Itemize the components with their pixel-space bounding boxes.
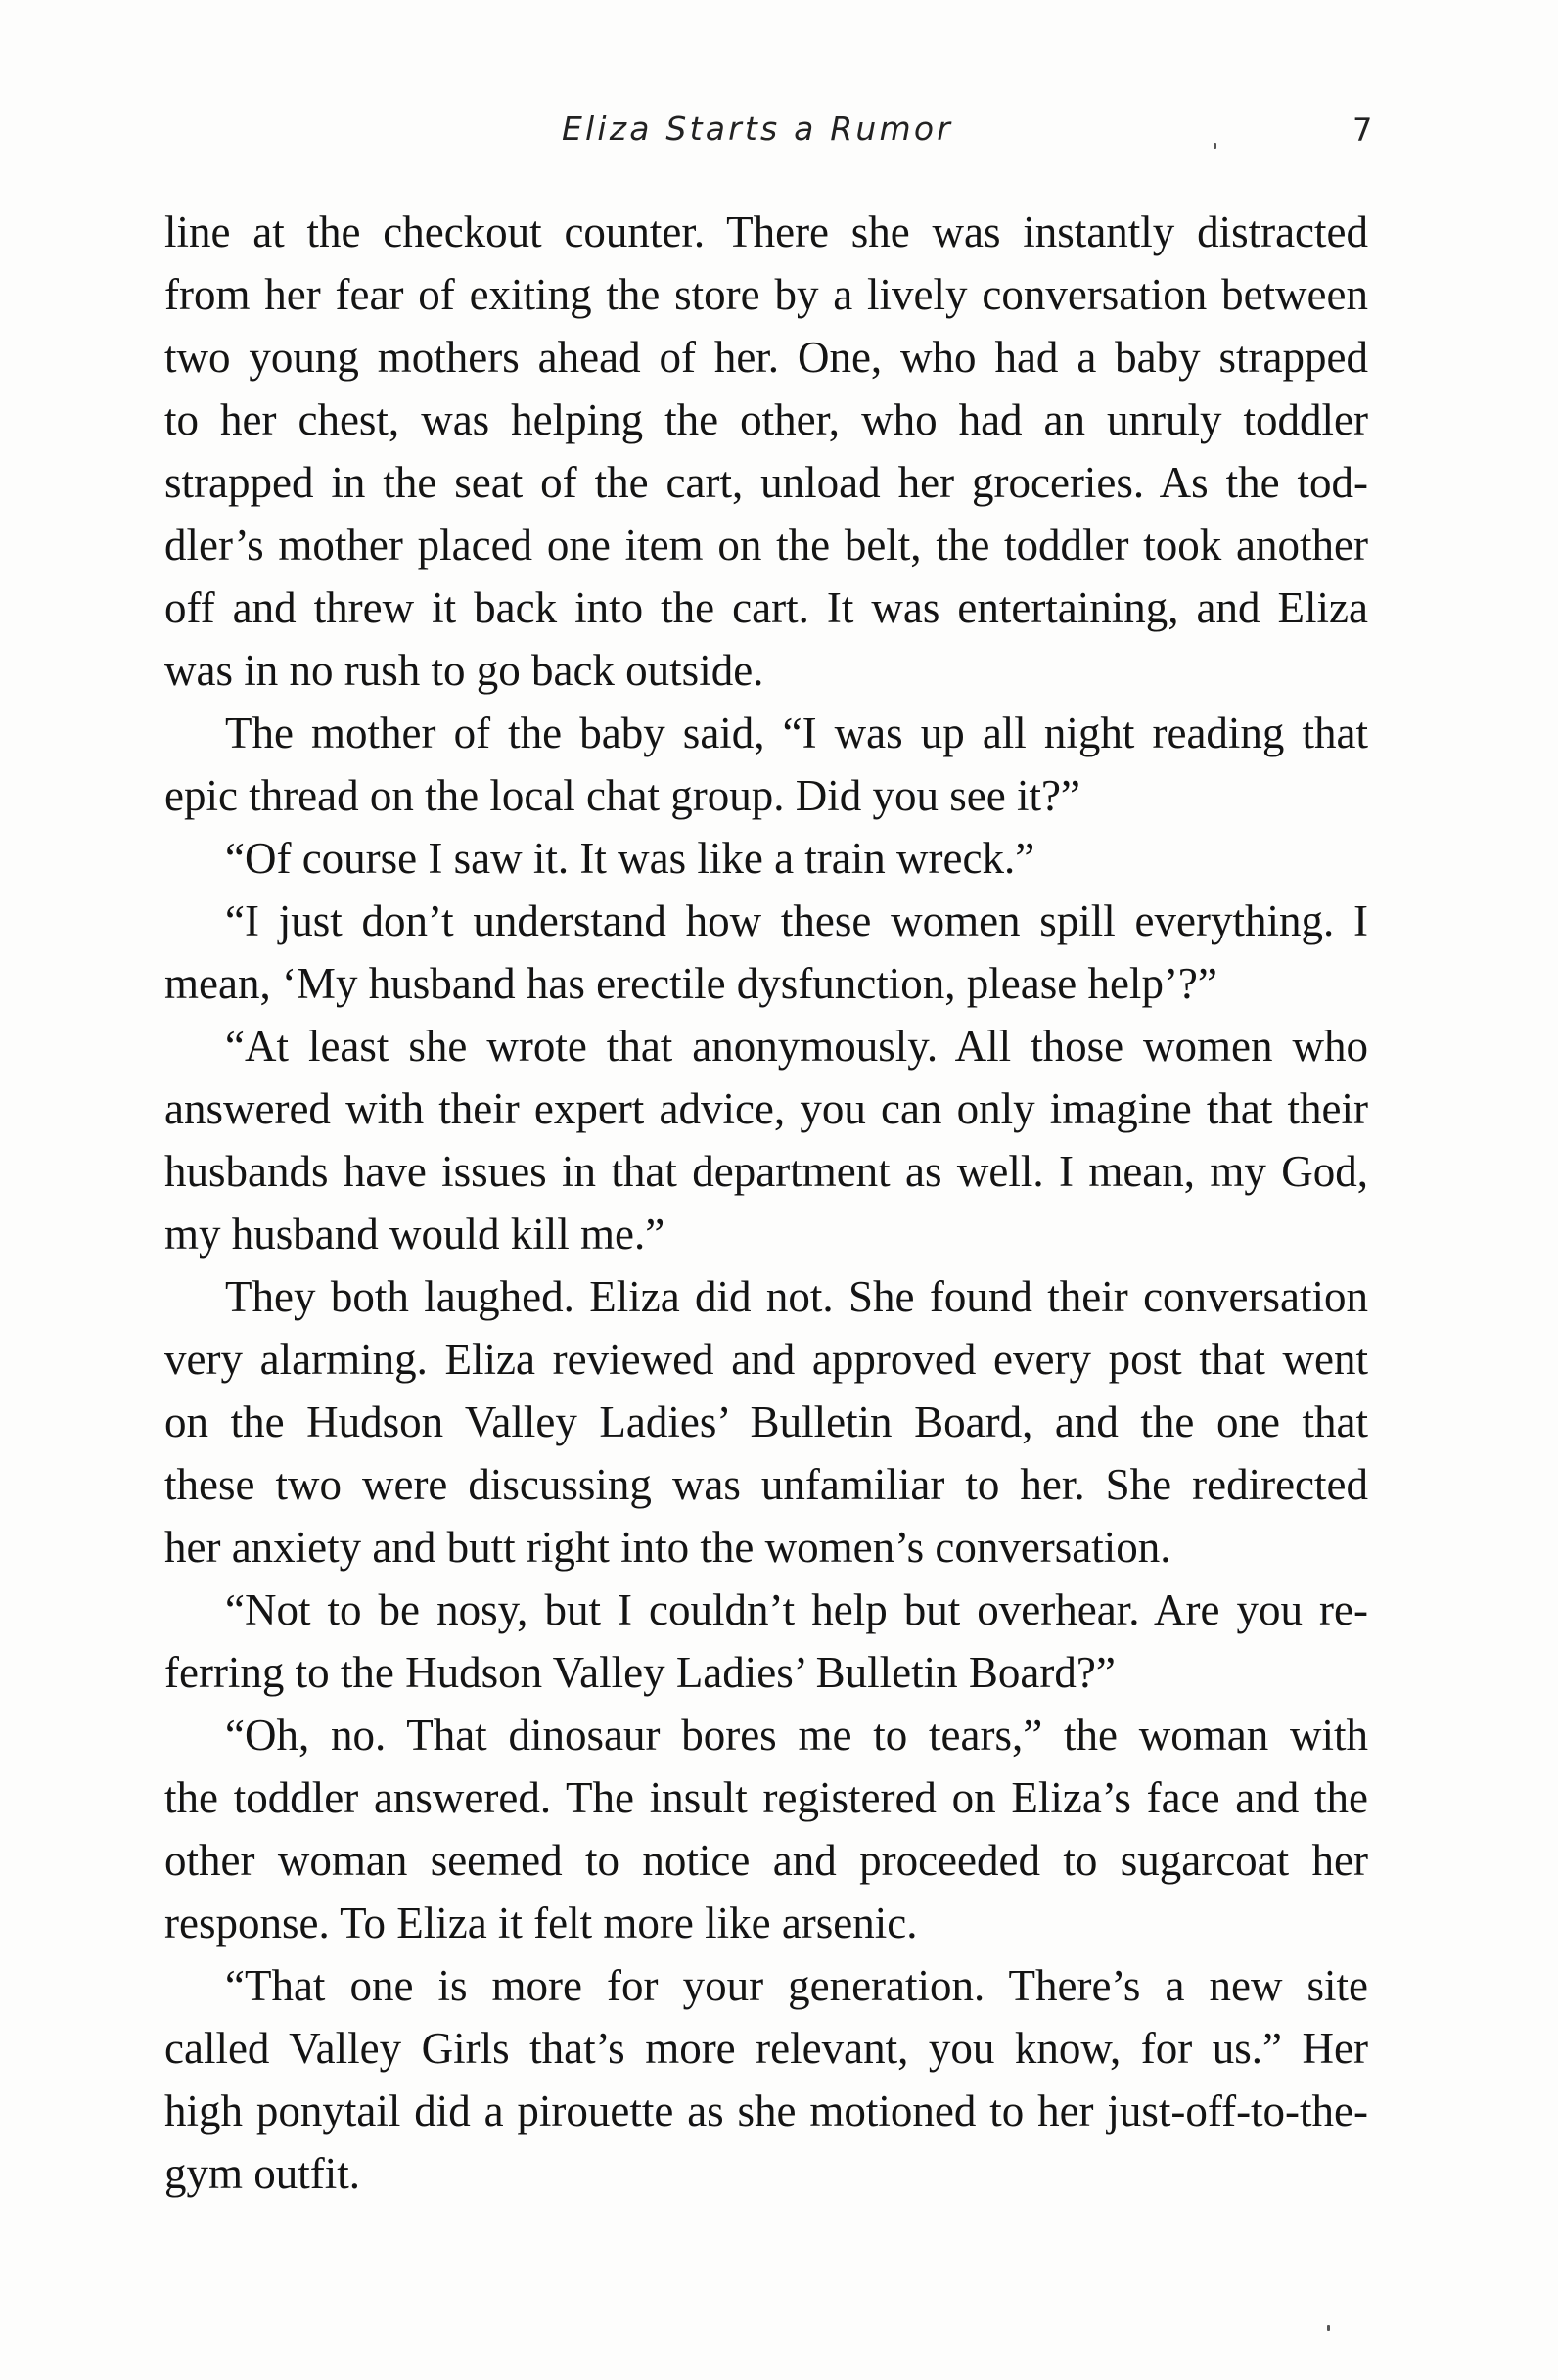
text-line: was in no rush to go back outside. <box>164 646 764 695</box>
text-line: other woman seemed to notice and proceeded to sugarcoat her <box>164 1836 1368 1885</box>
text-line: “At least she wrote that anonymously. All those women who <box>225 1022 1368 1071</box>
text-line: high ponytail did a pirouette as she motioned to her just-off-to-the- <box>164 2086 1368 2135</box>
text-line: answered with their expert advice, you can only imagine that their <box>164 1084 1368 1133</box>
print-speck <box>1327 2325 1330 2331</box>
text-line: husbands have issues in that department as well. I mean, my God, <box>164 1147 1368 1196</box>
text-line: very alarming. Eliza reviewed and approved every post that went <box>164 1335 1368 1384</box>
text-line: called Valley Girls that’s more relevant, you know, for us.” Her <box>164 2024 1368 2073</box>
text-line: “Not to be nosy, but I couldn’t help but overhear. Are you re- <box>225 1585 1368 1634</box>
text-line: mean, ‘My husband has erectile dysfunction, please help’?” <box>164 959 1217 1008</box>
text-line: response. To Eliza it felt more like arsenic. <box>164 1899 918 1947</box>
text-line: The mother of the baby said, “I was up all night reading that <box>225 709 1368 757</box>
text-line: her anxiety and butt right into the women’s conversation. <box>164 1523 1171 1572</box>
text-line: line at the checkout counter. There she was instantly distracted <box>164 207 1368 256</box>
text-line: these two were discussing was unfamiliar to her. She redirected <box>164 1460 1368 1509</box>
text-line: gym outfit. <box>164 2149 360 2198</box>
text-line: two young mothers ahead of her. One, who had a baby strapped <box>164 333 1368 382</box>
body-text <box>164 201 1368 2205</box>
text-line: from her fear of exiting the store by a lively conversation between <box>164 270 1368 319</box>
text-line: “I just don’t understand how these women spill everything. I <box>225 896 1368 945</box>
text-line: “That one is more for your generation. There’s a new site <box>225 1961 1368 2010</box>
text-line: dler’s mother placed one item on the belt, the toddler took another <box>164 521 1368 570</box>
page-number: 7 <box>1352 112 1373 149</box>
text-line: “Oh, no. That dinosaur bores me to tears,” the woman with <box>225 1711 1368 1760</box>
text-line: epic thread on the local chat group. Did you see it?” <box>164 771 1080 820</box>
text-line: my husband would kill me.” <box>164 1210 665 1259</box>
running-head <box>0 110 1558 159</box>
text-line: strapped in the seat of the cart, unload her groceries. As the tod- <box>164 458 1368 507</box>
text-line: They both laughed. Eliza did not. She found their conversation <box>225 1272 1368 1321</box>
chapter-title: Eliza Starts a Rumor <box>562 110 953 148</box>
text-line: off and threw it back into the cart. It was entertaining, and Eliza <box>164 583 1368 632</box>
text-line: ferring to the Hudson Valley Ladies’ Bulletin Board?” <box>164 1648 1116 1697</box>
text-line: the toddler answered. The insult registered on Eliza’s face and the <box>164 1773 1368 1822</box>
print-speck <box>1214 143 1216 149</box>
text-line: on the Hudson Valley Ladies’ Bulletin Board, and the one that <box>164 1397 1368 1446</box>
text-line: “Of course I saw it. It was like a train wreck.” <box>225 834 1035 883</box>
text-line: to her chest, was helping the other, who had an unruly toddler <box>164 395 1368 444</box>
